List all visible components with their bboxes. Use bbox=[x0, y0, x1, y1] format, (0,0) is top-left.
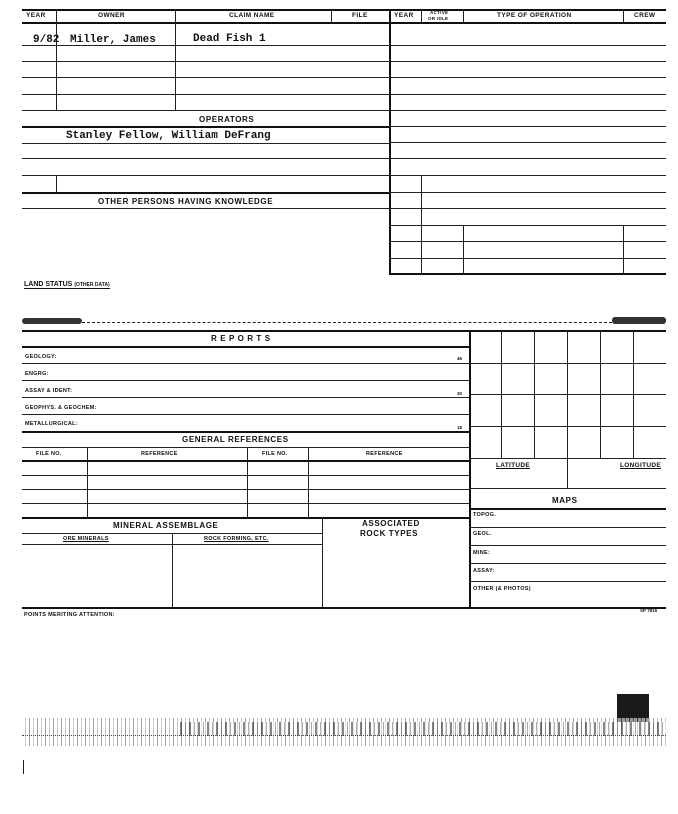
header-active-line2: OR IDLE bbox=[428, 16, 449, 21]
header-file: FILE bbox=[352, 12, 368, 19]
header-year: YEAR bbox=[26, 12, 46, 19]
report-geology-num: 46 bbox=[457, 356, 463, 361]
gen-ref-col-file2: FILE NO. bbox=[262, 451, 288, 457]
operators-names: Stanley Fellow, William DeFrang bbox=[66, 130, 271, 142]
scan-smudge-left bbox=[22, 318, 82, 324]
maps-assay-label: ASSAY: bbox=[473, 568, 495, 574]
land-status-subtitle: (OTHER DATA) bbox=[74, 282, 110, 288]
form-number: SP 7815 bbox=[640, 608, 658, 613]
points-meriting-attention-label: POINTS MERITING ATTENTION: bbox=[24, 612, 115, 618]
maps-other-label: OTHER (& PHOTOS) bbox=[473, 586, 531, 592]
maps-topog-label: TOPOG. bbox=[473, 512, 497, 518]
operators-title: OPERATORS bbox=[199, 115, 255, 124]
owner-entry-owner: Miller, James bbox=[70, 34, 156, 46]
latitude-label: LATITUDE bbox=[496, 462, 531, 469]
ore-minerals-label: ORE MINERALS bbox=[63, 536, 109, 542]
report-assay-num: 30 bbox=[457, 391, 463, 396]
report-geophys-label: GEOPHYS. & GEOCHEM: bbox=[25, 405, 97, 411]
land-status-title: LAND STATUS bbox=[24, 281, 73, 288]
maps-geol-label: GEOL. bbox=[473, 531, 492, 537]
maps-title: MAPS bbox=[552, 496, 578, 505]
report-engrg-label: ENGRG: bbox=[25, 371, 49, 377]
other-persons-title: OTHER PERSONS HAVING KNOWLEDGE bbox=[98, 197, 274, 206]
associated-rock-types-line2: ROCK TYPES bbox=[360, 529, 419, 538]
header-type-of-operation: TYPE OF OPERATION bbox=[497, 12, 572, 19]
header-claim-name: CLAIM NAME bbox=[229, 12, 275, 19]
scan-noise-dark bbox=[180, 722, 666, 736]
land-status-label bbox=[24, 281, 110, 289]
report-geology-label: GEOLOGY: bbox=[25, 354, 57, 360]
header-active-line1: ACTIVE bbox=[430, 10, 449, 15]
header-crew: CREW bbox=[634, 12, 656, 19]
header-year-right: YEAR bbox=[394, 12, 414, 19]
longitude-label: LONGITUDE bbox=[620, 462, 661, 469]
report-assay-label: ASSAY & IDENT: bbox=[25, 388, 73, 394]
mineral-assemblage-title: MINERAL ASSEMBLAGE bbox=[113, 521, 219, 530]
header-owner: OWNER bbox=[98, 12, 125, 19]
reports-title: R E P O R T S bbox=[211, 334, 271, 343]
gen-ref-col-ref1: REFERENCE bbox=[141, 451, 178, 457]
gen-ref-col-ref2: REFERENCE bbox=[366, 451, 403, 457]
rock-forming-label: ROCK FORMING, ETC. bbox=[204, 536, 269, 542]
maps-mine-label: MINE: bbox=[473, 550, 491, 556]
gen-ref-col-file1: FILE NO. bbox=[36, 451, 62, 457]
report-metallurgical-num: 18 bbox=[457, 425, 463, 430]
general-references-title: GENERAL REFERENCES bbox=[182, 435, 289, 444]
owner-entry-claim-name: Dead Fish 1 bbox=[193, 33, 266, 45]
associated-rock-types-line1: ASSOCIATED bbox=[362, 519, 420, 528]
owner-entry-year: 9/82 bbox=[33, 34, 60, 46]
report-metallurgical-label: METALLURGICAL: bbox=[25, 421, 78, 427]
scan-smudge-right bbox=[612, 317, 666, 324]
